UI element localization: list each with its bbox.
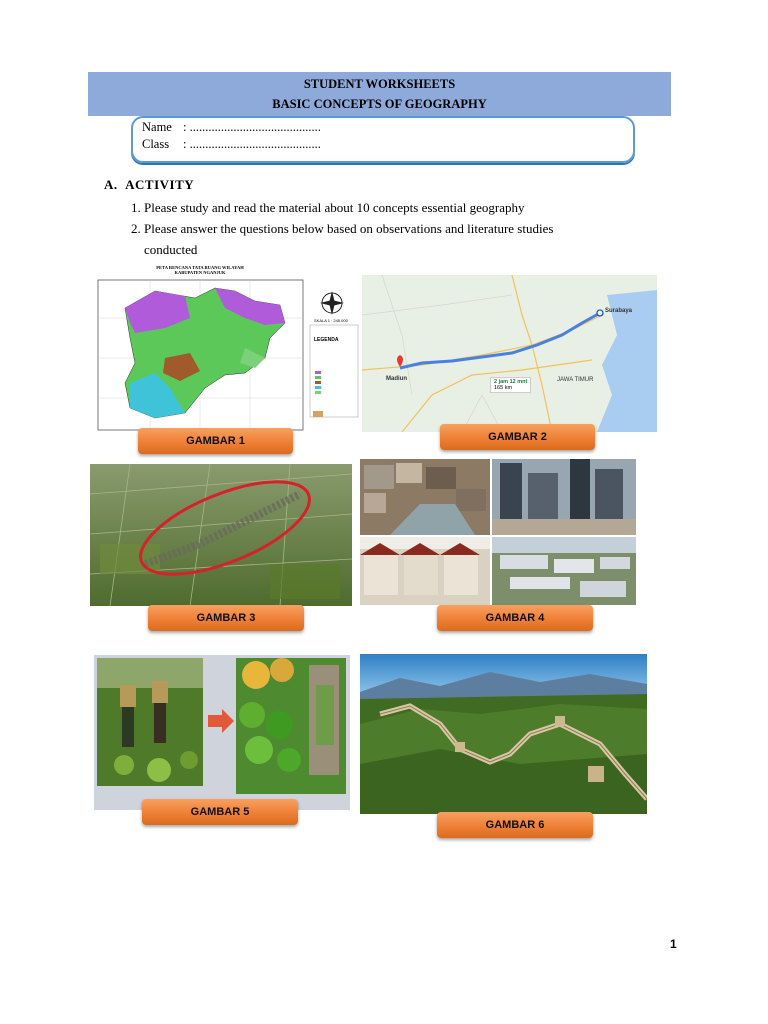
figure-6-label: GAMBAR 6	[437, 812, 593, 838]
name-row	[142, 120, 321, 135]
figure-4-label: GAMBAR 4	[437, 605, 593, 631]
region-label: JAWA TIMUR	[557, 377, 594, 383]
worksheet-header	[88, 72, 671, 116]
figure-5-photo	[94, 655, 350, 810]
map-legend-title: LEGENDA	[314, 337, 339, 343]
class-row	[142, 137, 321, 152]
instruction-2: 2. Please answer the questions below based on observations and literature studies	[131, 221, 554, 236]
from-city: Madiun	[386, 376, 407, 382]
instruction-1: 1. Please study and read the material about 10 concepts essential geography	[131, 200, 525, 215]
figure-3-aerial-photo	[90, 464, 352, 606]
worksheet-title: STUDENT WORKSHEETS	[303, 77, 456, 91]
figure-2-route-map	[362, 275, 657, 432]
map-graphic	[95, 263, 360, 433]
figure-6-photo	[360, 654, 647, 814]
page-number: 1	[670, 937, 677, 951]
worksheet-subtitle: BASIC CONCEPTS OF GEOGRAPHY	[272, 97, 487, 111]
instruction-2-continued: conducted	[144, 242, 198, 257]
map-scale: SKALA 1 : 245.000	[314, 318, 348, 323]
identity-box	[131, 116, 635, 163]
route-info: 2 jam 12 mnt 165 km	[490, 377, 531, 393]
figure-5-label: GAMBAR 5	[142, 799, 298, 825]
figure-4-collage	[360, 459, 636, 605]
figure-1-label: GAMBAR 1	[138, 428, 293, 454]
map-title: PETA RENCANA TATA RUANG WILAYAH KABUPATEN NGANJUK	[156, 265, 244, 275]
section-heading: A. ACTIVITY	[104, 177, 195, 192]
to-city: Surabaya	[605, 308, 633, 314]
figure-2-label: GAMBAR 2	[440, 424, 595, 450]
class-label: Class	[142, 137, 170, 151]
class-field[interactable]: : ..........................................	[183, 137, 321, 151]
name-field[interactable]: : ..........................................	[183, 120, 321, 134]
figure-1-map	[95, 263, 360, 433]
name-label: Name	[142, 120, 172, 134]
figure-3-label: GAMBAR 3	[148, 605, 304, 631]
